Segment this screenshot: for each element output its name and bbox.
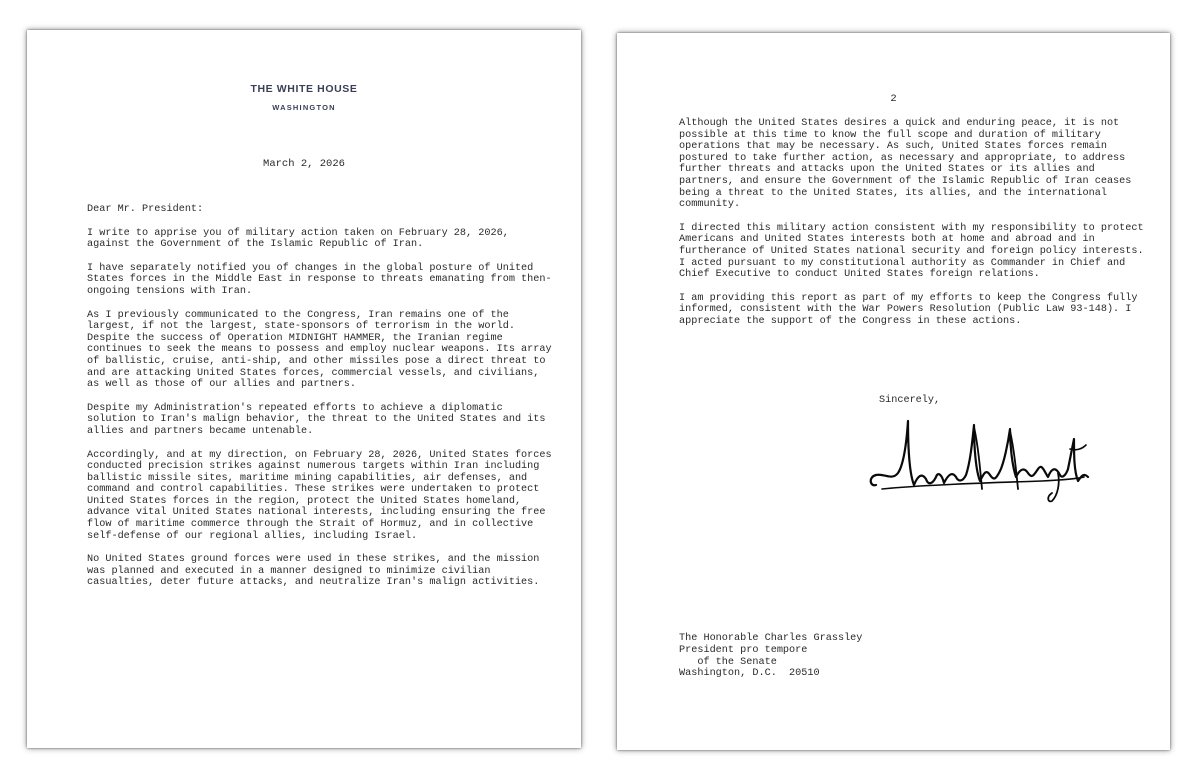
address-line: Washington, D.C. 20510 — [679, 668, 820, 680]
address-line: President pro tempore — [679, 644, 808, 656]
letter-page-1 — [27, 30, 581, 748]
paragraph: No United States ground forces were used in these strikes, and the mission was planned and executed in a manner designed to minimize civilian casualties, deter future attacks, and neutralize Iran's malign activities. — [87, 554, 540, 589]
paragraph: I write to apprise you of military action taken on February 28, 2026, against the Government of the Islamic Republic of Iran. — [87, 227, 509, 251]
closing: Sincerely, — [879, 395, 941, 406]
letter-date: March 2, 2026 — [263, 158, 345, 170]
paragraph: Accordingly, and at my direction, on February 28, 2026, United States forces conducted precision strikes against numerous targets within Iran including ballistic missile sites, maritime mining capabilities, air defenses, and command and control capabilities. These strikes were undertaken to protect United States forces in the region, protect the United States homeland, advance vital United States national interests, including ensuring the free flow of maritime commerce through the Strait of Hormuz, and in collective self-defense of our regional allies, including Israel. — [87, 449, 552, 542]
signature — [862, 415, 1092, 511]
paragraph: I am providing this report as part of my efforts to keep the Congress fully informed, consistent with the War Powers Resolution (Public Law 93-148). I appreciate the support of the Congress in these actions. — [679, 292, 1138, 327]
letterhead-subtitle: WASHINGTON — [272, 103, 336, 112]
salutation: Dear Mr. President: — [87, 204, 204, 215]
letter-body-page-1 — [87, 204, 557, 601]
address-line: The Honorable Charles Grassley — [679, 633, 863, 644]
letter-body-page-2 — [679, 118, 1149, 340]
letterhead-title: THE WHITE HOUSE — [250, 83, 358, 95]
paragraph: As I previously communicated to the Congress, Iran remains one of the largest, if not the largest, state-sponsors of terrorism in the world. Despite the success of Operation MIDNIGHT HAMMER, the Iranian regime continues to seek the means to possess and employ nuclear weapons. Its array of ballistic, cruise, anti-ship, and other missiles pose a direct threat to and are attacking United States forces, commercial vessels, and civilians, as well as those of our allies and partners. — [87, 309, 552, 391]
paragraph: I directed this military action consistent with my responsibility to protect Americans and United States interests both at home and abroad and in furtherance of United States national security and foreign policy interests. I acted pursuant to my constitutional authority as Commander in Chief and Chief Executive to conduct United States foreign relations. — [679, 222, 1144, 281]
paragraph: I have separately notified you of changes in the global posture of United States forces in the Middle East in response to threats emanating from then-ongoing tensions with Iran. — [87, 262, 552, 297]
recipient-address — [679, 633, 862, 680]
page-number: 2 — [890, 93, 897, 105]
paragraph: Despite my Administration's repeated efforts to achieve a diplomatic solution to Iran's malign behavior, the threat to the United States and its allies and partners became untenable. — [87, 402, 546, 437]
letter-page-2 — [617, 33, 1170, 750]
address-line: of the Senate — [679, 656, 777, 668]
paragraph: Although the United States desires a quick and enduring peace, it is not possible at this time to know the full scope and duration of military operations that may be necessary. As such, United States forces remain postured to take further action, as necessary and appropriate, to address further threats and attacks upon the United States or its allies and partners, and ensure the Government of the Islamic Republic of Iran ceases being a threat to the United States, its allies, and the international community. — [679, 118, 1132, 211]
